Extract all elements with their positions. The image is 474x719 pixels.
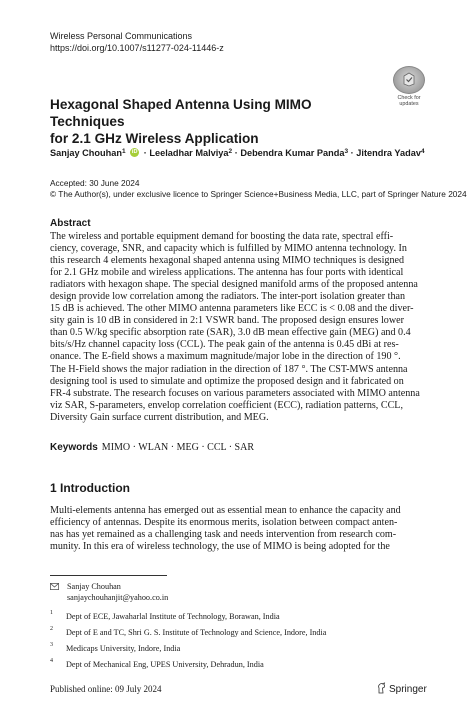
contact-name: Sanjay Chouhan (67, 582, 121, 591)
abstract-line: onance. The E-field shows a maximum magnitude/major lobe in the direction of 190 °. (50, 351, 401, 363)
accepted-date: Accepted: 30 June 2024 (50, 178, 140, 188)
abstract-line: than 0.5 W/kg specific absorption rate (SAR), 3.0 dB mean effective gain (MEG) and 0.4 (50, 327, 411, 339)
author-separator: · (143, 148, 147, 158)
affiliation-item (50, 628, 326, 637)
abstract-line: ciency, coverage, SNR, and capacity which is fulfilled by MIMO antenna technology. In (50, 243, 407, 255)
abstract-line: 15 dB is achieved. The other MIMO antenna parameters like ECC is < 0.08 and the diver- (50, 303, 414, 315)
affiliation-text: Dept of Mechanical Eng, UPES University, Dehradun, India (66, 660, 264, 669)
springer-horse-icon (376, 682, 386, 694)
author-affil-ref: 1 (121, 148, 126, 155)
affiliation-number: 1 (50, 610, 53, 616)
abstract-line: The H-Field shows the major radiation in the direction of 187 °. The CST-MWS antenna (50, 363, 408, 375)
abstract-line: radiators with hexagon shape. The special designed manifold arms of the proposed antenna (50, 279, 418, 291)
affiliation-item (50, 612, 280, 621)
check-for-updates-icon (393, 66, 425, 94)
affiliation-text: Dept of E and TC, Shri G. S. Institute of Technology and Science, Indore, India (66, 628, 327, 637)
abstract-line: for 2.1 GHz mobile and wireless applications. The antenna has four ports with identical (50, 267, 404, 279)
abstract-line: Diversity Gain surface current distribution, and MEG. (50, 411, 269, 423)
author-affil-ref: 2 (228, 148, 233, 155)
author-separator: · (350, 148, 354, 158)
abstract-heading: Abstract (50, 218, 91, 229)
author-affil-ref: 3 (344, 148, 349, 155)
intro-line: Multi-elements antenna has emerged out as essential mean to enhance the capacity and (50, 505, 401, 516)
affiliation-number: 3 (50, 642, 53, 648)
abstract-line: FR-4 substrate. The research focuses on various parameters associated with MIMO antenna (50, 387, 420, 399)
published-online-date: Published online: 09 July 2024 (50, 684, 162, 694)
keywords-line (50, 442, 254, 453)
title-line: for 2.1 GHz Wireless Application (50, 131, 259, 146)
abstract-line: sity gain is 10 dB in considered in 2:1 VSWR band. The proposed design ensures lower (50, 315, 404, 327)
corresponding-author (50, 582, 168, 603)
section-heading-introduction: 1 Introduction (50, 481, 130, 495)
abstract-line: bits/s/Hz channel capacity loss (CCL). The peak gain of the antenna is 0.45 dBi at res- (50, 339, 399, 351)
author-name[interactable]: Sanjay Chouhan (50, 148, 122, 158)
abstract-line: design provide low correlation among the radiators. The inter-port isolation greater than (50, 291, 406, 303)
intro-line: efficiency of antennas. Despite its enormous merits, isolation between compact anten- (50, 517, 398, 529)
author-name[interactable]: Debendra Kumar Panda (240, 148, 345, 158)
title-line: Hexagonal Shaped Antenna Using MIMO Techniques (50, 97, 312, 129)
affiliation-number: 2 (50, 626, 53, 632)
abstract-line: viz SAR, S-parameters, envelop correlation coefficient (ECC), radiation patterns, CCL, (50, 399, 403, 411)
affiliation-text: Medicaps University, Indore, India (66, 644, 181, 653)
abstract-line: this research 4 elements hexagonal shaped antenna using MIMO techniques is designed (50, 255, 405, 267)
abstract-line: The wireless and portable equipment demand for boosting the data rate, spectral effi- (50, 231, 394, 242)
copyright-notice: © The Author(s), under exclusive licence to Springer Science+Business Media, LLC, part of Springer Nature 2024 (50, 188, 467, 199)
affiliation-item (50, 660, 264, 669)
check-for-updates-badge[interactable] (391, 66, 427, 107)
author-list (50, 148, 425, 158)
footnote-divider (50, 575, 167, 576)
author-affil-ref: 4 (421, 148, 425, 155)
affiliation-number: 4 (50, 658, 53, 664)
badge-label-1: Check for (397, 95, 421, 101)
author-name[interactable]: Leeladhar Malviya (149, 148, 229, 158)
badge-label-2: updates (399, 101, 419, 107)
author-separator: · (234, 148, 238, 158)
author-name[interactable]: Jitendra Yadav (356, 148, 421, 158)
orcid-icon[interactable] (130, 148, 139, 157)
springer-logo[interactable] (376, 682, 427, 695)
introduction-body (50, 505, 425, 553)
affiliation-item (50, 644, 180, 653)
abstract-line: designing tool is used to simulate and optimize the proposed design and it fabricated on (50, 375, 404, 387)
springer-wordmark: Springer (389, 684, 427, 695)
article-dates (50, 178, 467, 199)
journal-doi-link[interactable]: https://doi.org/10.1007/s11277-024-11446-z (50, 42, 224, 53)
keywords-label: Keywords (50, 442, 98, 453)
affiliation-text: Dept of ECE, Jawaharlal Institute of Technology, Borawan, India (66, 612, 280, 621)
article-title (50, 96, 380, 147)
contact-email-link[interactable]: sanjaychouhanjit@yahoo.co.in (67, 592, 169, 602)
journal-header (50, 31, 224, 54)
intro-line: nas has yet remained as a challenging task and needs intervention from research com- (50, 529, 397, 541)
journal-name: Wireless Personal Communications (50, 31, 193, 41)
orcid-label: iD (131, 149, 138, 155)
keywords-list: MIMO · WLAN · MEG · CCL · SAR (101, 442, 255, 453)
intro-line: munity. In this era of wireless technology, the use of MIMO is being adopted for the (50, 541, 390, 553)
abstract-body (50, 231, 425, 424)
envelope-icon (50, 583, 59, 590)
